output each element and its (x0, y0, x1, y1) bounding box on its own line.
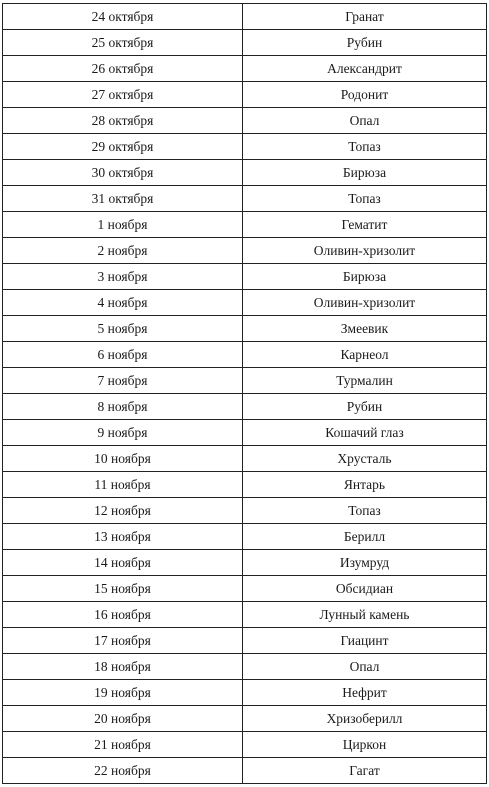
table-row (3, 108, 487, 134)
table-row (3, 264, 487, 290)
date-cell: 21 ноября (3, 732, 243, 758)
date-cell: 24 октября (3, 4, 243, 30)
stone-cell: Оливин-хризолит (243, 290, 487, 316)
table-row (3, 680, 487, 706)
stone-cell: Хризоберилл (243, 706, 487, 732)
stone-cell: Изумруд (243, 550, 487, 576)
table-row (3, 654, 487, 680)
table-row (3, 420, 487, 446)
stone-cell: Рубин (243, 394, 487, 420)
date-cell: 1 ноября (3, 212, 243, 238)
stone-cell: Нефрит (243, 680, 487, 706)
date-cell: 4 ноября (3, 290, 243, 316)
table-row (3, 212, 487, 238)
stone-cell: Гагат (243, 758, 487, 784)
date-cell: 12 ноября (3, 498, 243, 524)
table-row (3, 472, 487, 498)
table-row (3, 498, 487, 524)
stone-cell: Гиацинт (243, 628, 487, 654)
table-row (3, 524, 487, 550)
table-row (3, 30, 487, 56)
date-cell: 22 ноября (3, 758, 243, 784)
table-row (3, 56, 487, 82)
table-row (3, 602, 487, 628)
stone-cell: Топаз (243, 498, 487, 524)
date-cell: 28 октября (3, 108, 243, 134)
table-row (3, 238, 487, 264)
table-row (3, 342, 487, 368)
stone-cell: Кошачий глаз (243, 420, 487, 446)
stone-cell: Бирюза (243, 264, 487, 290)
stone-cell: Топаз (243, 134, 487, 160)
table-row (3, 160, 487, 186)
table-row (3, 82, 487, 108)
date-cell: 16 ноября (3, 602, 243, 628)
date-cell: 31 октября (3, 186, 243, 212)
date-cell: 8 ноября (3, 394, 243, 420)
date-cell: 9 ноября (3, 420, 243, 446)
stone-cell: Гранат (243, 4, 487, 30)
stone-cell: Родонит (243, 82, 487, 108)
date-cell: 10 ноября (3, 446, 243, 472)
date-cell: 26 октября (3, 56, 243, 82)
date-cell: 14 ноября (3, 550, 243, 576)
stone-cell: Берилл (243, 524, 487, 550)
table-row (3, 550, 487, 576)
table-row (3, 316, 487, 342)
stone-cell: Опал (243, 108, 487, 134)
table-row (3, 446, 487, 472)
stone-cell: Лунный камень (243, 602, 487, 628)
stone-cell: Рубин (243, 30, 487, 56)
table-row (3, 576, 487, 602)
stone-cell: Змеевик (243, 316, 487, 342)
stone-cell: Янтарь (243, 472, 487, 498)
table-row (3, 290, 487, 316)
stone-cell: Гематит (243, 212, 487, 238)
birthstone-table-container (2, 3, 487, 784)
date-cell: 15 ноября (3, 576, 243, 602)
date-cell: 11 ноября (3, 472, 243, 498)
table-row (3, 186, 487, 212)
stone-cell: Хрусталь (243, 446, 487, 472)
table-row (3, 628, 487, 654)
table-row (3, 394, 487, 420)
stone-cell: Топаз (243, 186, 487, 212)
date-cell: 29 октября (3, 134, 243, 160)
date-cell: 27 октября (3, 82, 243, 108)
table-row (3, 4, 487, 30)
birthstone-table (2, 3, 487, 784)
date-cell: 18 ноября (3, 654, 243, 680)
table-row (3, 706, 487, 732)
stone-cell: Александрит (243, 56, 487, 82)
date-cell: 17 ноября (3, 628, 243, 654)
stone-cell: Циркон (243, 732, 487, 758)
table-body (3, 4, 487, 784)
stone-cell: Бирюза (243, 160, 487, 186)
table-row (3, 758, 487, 784)
stone-cell: Опал (243, 654, 487, 680)
stone-cell: Турмалин (243, 368, 487, 394)
date-cell: 5 ноября (3, 316, 243, 342)
date-cell: 2 ноября (3, 238, 243, 264)
date-cell: 3 ноября (3, 264, 243, 290)
date-cell: 19 ноября (3, 680, 243, 706)
date-cell: 20 ноября (3, 706, 243, 732)
stone-cell: Карнеол (243, 342, 487, 368)
table-row (3, 368, 487, 394)
table-row (3, 732, 487, 758)
date-cell: 30 октября (3, 160, 243, 186)
date-cell: 13 ноября (3, 524, 243, 550)
table-row (3, 134, 487, 160)
date-cell: 25 октября (3, 30, 243, 56)
stone-cell: Обсидиан (243, 576, 487, 602)
date-cell: 7 ноября (3, 368, 243, 394)
stone-cell: Оливин-хризолит (243, 238, 487, 264)
date-cell: 6 ноября (3, 342, 243, 368)
